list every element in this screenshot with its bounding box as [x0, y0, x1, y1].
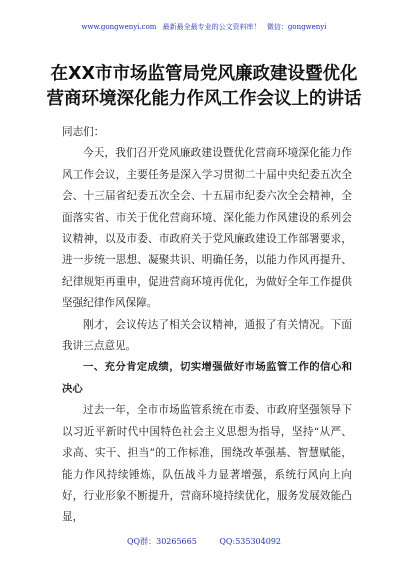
paragraph-2: 刚才，会议传达了相关会议精神，通报了有关情况。下面我讲三点意见。 — [62, 318, 352, 353]
page-footer — [0, 536, 408, 547]
footer-qq: QQ:535304092 — [219, 537, 281, 546]
document-body — [62, 122, 352, 529]
salutation: 同志们： — [62, 126, 105, 138]
footer-qq-group: QQ群：30265665 — [126, 537, 197, 546]
title-line-1: 在XX市市场监管局党风廉政建设暨优化 — [50, 64, 358, 84]
header-site[interactable]: www.gongwenyi.com — [81, 23, 157, 31]
title-line-2: 营商环境深化能力作风工作会议上的讲话 — [46, 89, 362, 109]
section-1-heading: 一、充分肯定成绩，切实增强做好市场监管工作的信心和决心 — [62, 361, 352, 395]
paragraph-1: 今天，我们召开党风廉政建设暨优化营商环境深化能力作风工作会议，主要任务是深入学习贯彻二十届中央纪委五次全会、十三届省纪委五次全会、十五届市纪委六次全会精神，全面落实省、市关于优化营商环境、深化能力作风建设的系列会议精神，以及市委、市政府关于党风廉政建设工作部署要求，进一步统一思想、凝聚共识、明确任务，以能力作风再提升、纪律规矩再重申，促进营商环境再优化，为做好全年工作提供坚强纪律作风保障。 — [62, 147, 352, 310]
header-wechat: 微信：gongwenyi — [266, 23, 327, 31]
header-slogan: 最新最全最专业的公文资料库！ — [162, 23, 261, 31]
paragraph-3: 过去一年，全市市场监管系统在市委、市政府坚强领导下以习近平新时代中国特色社会主义思想为指导，坚持“从严、求高、实干、担当”的工作标准，围绕改革强基、智慧赋能，能力作风持续锤炼，队伍战斗力显著增强，系统行风向上向好，行业形象不断提升，营商环境持续优化，服务发展效能凸显， — [62, 404, 352, 524]
page-header — [0, 22, 408, 32]
document-title — [0, 62, 408, 112]
